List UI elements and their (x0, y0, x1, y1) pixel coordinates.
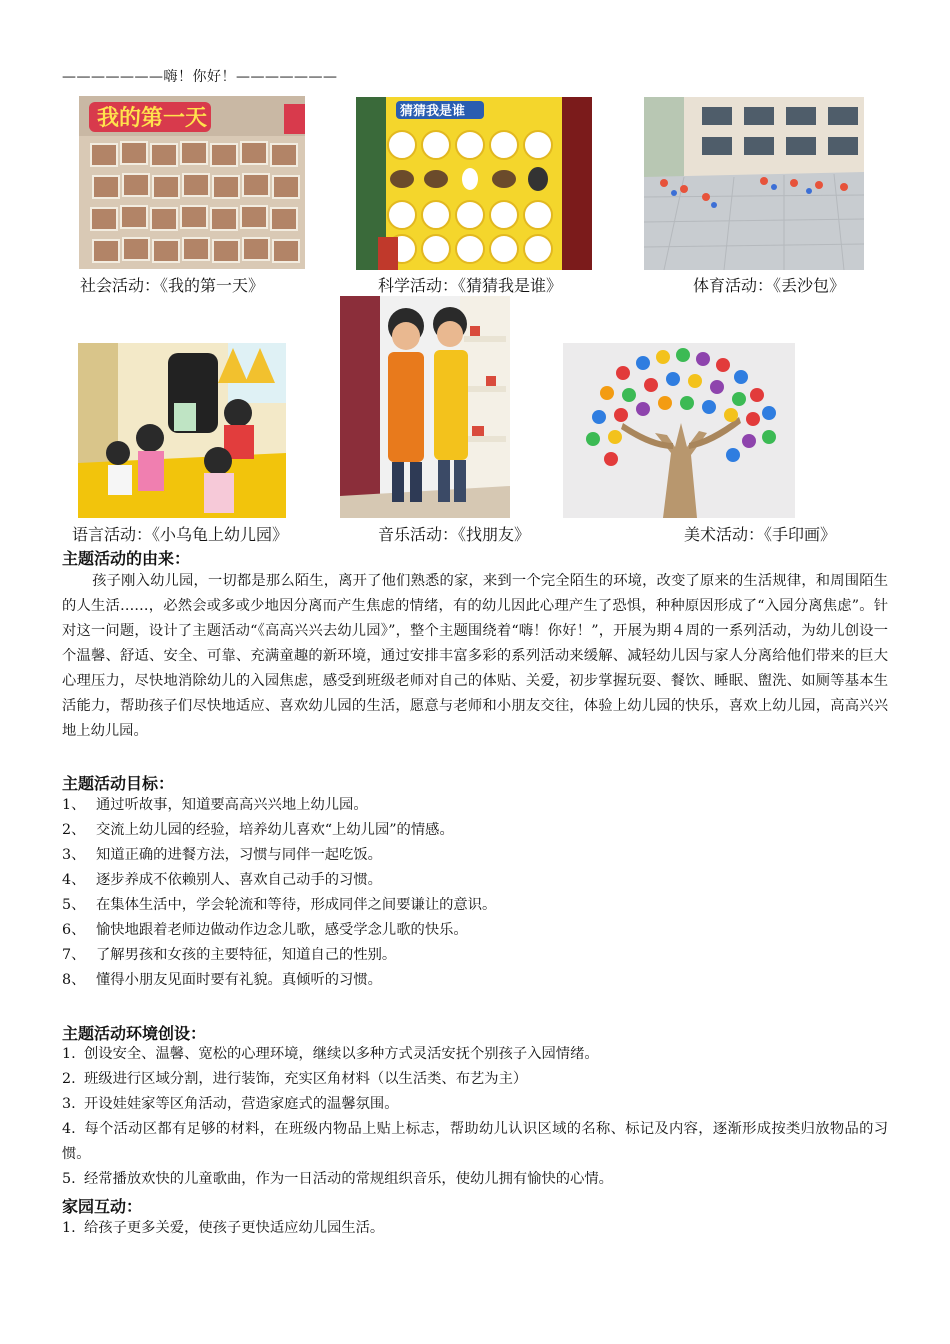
list-item: 3、 知道正确的进餐方法，习惯与同伴一起吃饭。 (62, 847, 382, 863)
caption-music-activity: 音乐活动：《找朋友》 (378, 525, 531, 544)
photo-my-first-day (79, 96, 305, 269)
list-item: 5、 在集体生活中，学会轮流和等待，形成同伴之间要谦让的意识。 (62, 897, 497, 913)
list-item: 1. 创设安全、温馨、宽松的心理环境，继续以多种方式灵活安抚个别孩子入园情绪。 (62, 1046, 599, 1062)
section-heading-home-interaction: 家园互动： (62, 1197, 143, 1216)
photo-find-friends (340, 296, 510, 518)
poster-title: 我的第一天 (97, 106, 208, 131)
list-item: 5. 经常播放欢快的儿童歌曲，作为一日活动的常规组织音乐，使幼儿拥有愉快的心情。 (62, 1171, 613, 1187)
photo-sandbag-game (644, 97, 864, 270)
origin-paragraph (62, 569, 888, 744)
home-interaction-list (62, 1216, 888, 1241)
environment-list (62, 1042, 888, 1192)
list-item: 6、 愉快地跟着老师边做动作边念儿歌，感受学念儿歌的快乐。 (62, 922, 468, 938)
section-heading-origin: 主题活动的由来： (62, 549, 191, 568)
caption-science-activity: 科学活动：《猜猜我是谁》 (378, 276, 563, 295)
photo-little-turtle-story (78, 343, 286, 518)
section-heading-environment: 主题活动环境创设： (62, 1024, 207, 1043)
list-item: 1. 给孩子更多关爱，使孩子更快适应幼儿园生活。 (62, 1220, 385, 1236)
list-item: 1、 通过听故事，知道要高高兴兴地上幼儿园。 (62, 797, 368, 813)
caption-social-activity: 社会活动：《我的第一天》 (80, 276, 265, 295)
goals-list (62, 793, 888, 993)
poster-title: 猜猜我是谁 (400, 104, 466, 119)
photo-guess-who (356, 97, 592, 270)
origin-paragraph-text: 孩子刚入幼儿园，一切都是那么陌生，离开了他们熟悉的家，来到一个完全陌生的环境，改变了原来的生活规律，和周围陌生的人生活……，必然会或多或少地因分离而产生焦虑的情绪，有的幼儿因此心理产生了恐惧，种种原因形成了“入园分离焦虑”。针对这一问题，设计了主题活动“《高高兴兴去幼儿园》”，整个主题围绕着“嗨！你好！”，开展为期４周的一系列活动，为幼儿创设一个温馨、舒适、安全、可靠、充满童趣的新环境，通过安排丰富多彩的系列活动来缓解、减轻幼儿因与家人分离给他们带来的巨大心理压力，尽快地消除幼儿的入园焦虑，感受到班级老师对自己的体贴、关爱，初步掌握玩耍、餐饮、睡眠、盥洗、如厕等基本生活能力，帮助孩子们尽快地适应、喜欢幼儿园的生活，愿意与老师和小朋友交往，体验上幼儿园的快乐，喜欢上幼儿园，高高兴兴地上幼儿园。 (62, 573, 888, 739)
caption-language-activity: 语言活动：《小乌龟上幼儿园》 (72, 525, 289, 544)
list-item: 4、 逐步养成不依赖别人、喜欢自己动手的习惯。 (62, 872, 382, 888)
list-item: 4. 每个活动区都有足够的材料，在班级内物品上贴上标志，帮助幼儿认识区域的名称、标记及内容，逐渐形成按类归放物品的习惯。 (62, 1121, 888, 1162)
caption-sports-activity: 体育活动：《丢沙包》 (693, 276, 846, 295)
greeting-divider-line: ———————嗨！你好！——————— (62, 69, 338, 85)
list-item: 8、 懂得小朋友见面时要有礼貌。真倾听的习惯。 (62, 972, 382, 988)
list-item: 2、 交流上幼儿园的经验，培养幼儿喜欢“上幼儿园”的情感。 (62, 822, 454, 838)
photo-handprint-tree (563, 343, 795, 518)
list-item: 2. 班级进行区域分割，进行装饰，充实区角材料（以生活类、布艺为主） (62, 1071, 528, 1087)
caption-art-activity: 美术活动：《手印画》 (684, 525, 837, 544)
list-item: 3. 开设娃娃家等区角活动，营造家庭式的温馨氛围。 (62, 1096, 399, 1112)
section-heading-goals: 主题活动目标： (62, 774, 175, 793)
list-item: 7、 了解男孩和女孩的主要特征，知道自己的性别。 (62, 947, 397, 963)
